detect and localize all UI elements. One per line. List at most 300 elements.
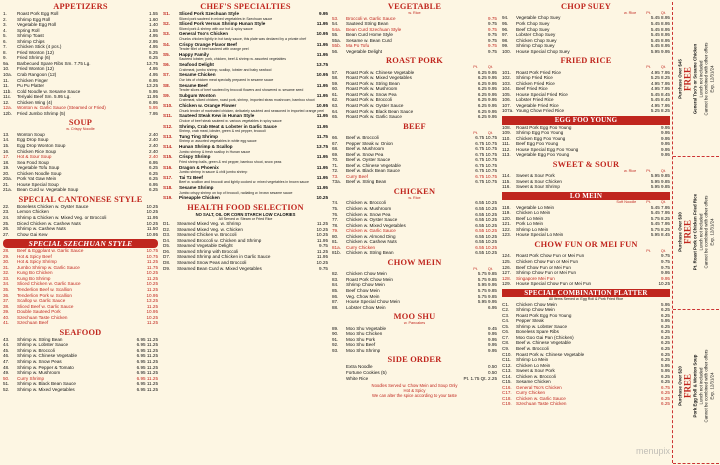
item-name: Beef Fried Rice [516,86,548,92]
item-price: 1.40 [149,22,158,28]
item-price: 6.75 10.75 [475,157,497,163]
item-name: General Tso's Chicken [179,31,229,37]
coupon-strip [672,2,719,463]
item-name: Shrimp Toast [17,33,44,39]
item-name: Crispy Orange Flavor Beef [179,41,237,47]
section-title: SIDE ORDER [387,355,442,365]
item-name: House Special Chow Mein [346,299,400,305]
item-price: 6.95 [149,159,158,165]
item-name: Moo Shu Beef [346,342,376,348]
column-3-notes [332,383,497,399]
item-price: 9.95 [319,11,328,16]
coupon-fineprint: Lunch not included [698,60,704,98]
item-number: 39. [3,309,10,315]
menu-item [502,401,670,407]
item-number: 30. [3,259,10,265]
item-name: Chicken Chow Mein [346,271,387,277]
item-price: 2.40 [149,154,158,160]
item-description: Choice of beef steak sauteed w. various vegetables in spicy sauce [179,118,282,123]
item-name: Sauteed Steak Kew in Hunan Style [179,113,255,119]
item-name: Scallop w. Garlic Sauce [17,298,66,304]
menu-item [163,11,328,17]
item-price: 11.25 [146,303,158,309]
item-price: 6.95 11.25 [136,375,158,381]
item-price: 11.95 [316,51,328,57]
item-price: 6.75 10.75 [475,162,497,168]
item-number: 76. [332,211,339,217]
price-column-header: Pt. [473,266,478,271]
coupon-offer: General Tso's or Sesame Chicken [692,43,698,114]
item-price: 9.95 [488,347,497,353]
item-name: Curry Chicken [516,390,546,396]
item-name: Curry Shrimp [17,375,45,381]
item-price: 1.55 [149,27,158,33]
item-name: Steamed Vegetable Delight [177,243,233,249]
item-number: 77. [332,217,339,223]
item-price: 6.25 [661,312,670,318]
item-price: 13.75 [316,144,328,150]
item-number: 83. [332,276,339,282]
item-price: 5.95 9.85 [650,173,670,179]
menu-item [332,305,497,311]
item-name: Shrimp & Chicken w. Mixed Veg. or Broccoli [17,215,107,220]
item-description: Fried shrimp balls, green & red pepper, bamboo shoot, snow peas [179,159,282,164]
item-number: 73a. [332,179,341,185]
item-number: 103. [502,80,511,86]
item-name: Chicken Lo Mein [516,362,551,368]
item-price: 9.75 [488,21,497,27]
item-name: Szechuan Taste Chicken [17,314,68,320]
item-price: 6.25 [661,373,670,379]
coupon-free-label: FREE [682,374,693,399]
item-price: 6.25 [661,351,670,357]
item-price: 5.45 8.95 [650,32,670,38]
item-name: Sea Food Soup [17,159,49,165]
item-name: Moo Goo Gai Pan (Chicken) [516,334,574,340]
menu-section [3,118,158,193]
item-number: 4. [3,27,7,33]
item-number: 120. [502,215,511,221]
item-name: Shrimp Egg Foo Young [516,130,564,136]
item-name: Kung Bo Shrimp [17,275,51,281]
item-name: Sesame Shrimp [179,184,214,190]
item-number: D9. [163,265,171,271]
item-price: 6.95 [488,304,497,310]
item-price: 9.95 [661,275,670,281]
item-name: Steamed Snow Peas and Broccoli [177,260,247,265]
item-name: Vegetable Fried Rice [516,102,559,108]
item-name: Hot & Spicy Beef [17,253,52,259]
item-price: 6.95 11.25 [136,364,158,370]
item-name: Roast Pork w. Oyster Sauce [346,103,404,109]
coupon-offer: Pork Egg Roll & Wonton Soup [692,354,698,418]
item-number: 48. [3,364,10,370]
price-column-header: Pt. [646,249,651,254]
item-number: D8. [163,260,171,265]
item-price: 10.25 [316,260,328,265]
item-number: 129. [502,281,511,287]
item-price: 11.95 [316,21,328,27]
section-title: CHICKEN [393,186,436,196]
item-name: House Special Chow Fun or Mei Fun [516,281,592,287]
item-description: Shrimp w. assorted vegetables in white egg sauce [179,139,257,144]
item-price: 6.25 [661,401,670,407]
item-price: 6.25 9.95 [477,75,497,81]
item-price: 6.55 10.25 [475,228,497,234]
item-description: Tender fillet of beef sauteed with orange peel [179,47,249,52]
item-name: Lobster Fried Rice [516,97,554,103]
menu-section [3,239,158,326]
item-price: 5.45 7.95 [650,204,670,210]
item-price: 9.95 [661,152,670,158]
item-price: 4.95 7.95 [650,102,670,108]
item-number: 55. [332,32,339,38]
item-name: Shrimp Chips [17,38,45,44]
item-name: House Special Chop Suey [516,48,570,54]
item-price: 11.95 [316,123,328,129]
item-number: S7. [163,72,170,78]
item-number: 18. [3,159,10,165]
item-price: 2.40 [149,142,158,148]
item-name: Fried Wonton (12) [17,66,54,72]
coupon-expiry: Exp. 12/31/24 [709,65,715,93]
item-price: 9.75 [488,43,497,49]
item-price: 6.95 11.25 [136,370,158,376]
item-price: 6.95 [149,99,158,105]
item-number: 97. [502,32,509,38]
section-title: FRIED RICE [560,56,612,66]
item-number: 44. [3,342,10,348]
item-number: 80. [332,233,339,239]
item-number: C7. [502,334,510,340]
item-number: 11c. [3,94,12,100]
item-name: Lemon Chicken [17,209,49,215]
item-name: Pork Yat Gaw Mein [17,176,57,182]
item-name: Tung Ting Shrimp [179,133,218,139]
menu-item [332,376,497,382]
item-name: Wonton Soup [17,131,45,137]
item-name: Moo Shu Shrimp [346,347,381,353]
item-name: Beef w. Oyster Sauce [346,157,391,163]
item-number: C9. [502,346,510,351]
coupon-text [677,194,714,270]
coupon [673,156,719,311]
item-name: Beef w. Mushroom [346,146,385,152]
item-description: Chunks chicken lightly in hot tasty sauce, this plate was declared by a private chef [179,37,307,42]
item-number: C15. [502,379,512,385]
item-name: Shrimp w. String Bean [17,336,63,342]
item-price: 6.55 10.25 [475,250,497,256]
coupon-fineprint: Cannot be combined with other offers [703,196,709,269]
section-title: SPECIAL SZECHUAN STYLE [3,239,158,248]
item-number: 25. [3,220,10,226]
item-number: 96. [502,26,509,32]
item-price: 9.95 [661,146,670,152]
item-price: 10.75 [146,248,158,254]
item-number: 59. [332,80,339,86]
item-name: Sesame Chicken [516,379,551,385]
item-price: 2.40 [149,131,158,137]
menu-item [332,49,497,55]
item-name: Happy Family [179,51,209,57]
item-price: 6.25 [149,187,158,193]
item-number: S16. [163,164,173,170]
item-number: 74. [332,200,339,206]
item-name: Shrimp w. Pepper & Tomato [17,364,74,370]
item-price: 10.25 [316,226,328,232]
menu-column-4 [502,2,670,409]
item-number: S9. [163,92,170,98]
item-price: 4.95 7.95 [650,86,670,92]
menu-section [502,192,670,238]
item-price: 9.95 [661,130,670,136]
section-subtitle: w. Crispy Noodle [66,127,95,132]
menu-section [502,289,670,407]
menu-section [502,56,670,114]
item-number: 67. [332,140,339,146]
item-number: 105. [502,91,511,97]
coupon-text [677,42,714,115]
item-number: S13. [163,133,173,139]
item-price: 11.95 [316,237,328,243]
item-number: S17. [163,174,173,180]
item-price: 5.75 9.85 [477,293,497,299]
item-number: 127. [502,270,511,276]
item-name: Chicken w. Mushroom [346,206,392,212]
item-name: House Special Lo Mein [516,232,564,238]
item-price: 0.50 [488,369,497,375]
item-name: Sweet & Sour Shrimp [516,184,560,190]
price-column-header: Qt. [487,130,493,135]
item-price: 9.45 [488,325,497,331]
item-name: Chicken w. String Bean [346,250,394,256]
item-price: 10.95 [146,309,158,315]
item-number: 47. [3,359,10,365]
item-name: Egg Drop Soup [17,137,49,143]
item-price: 6.25 [661,346,670,351]
item-price: 6.55 10.25 [475,217,497,223]
item-price: 11.75 [316,133,328,139]
item-price: 6.95 [149,181,158,187]
item-name: Chicken w. Mixed Vegetables [346,222,406,228]
item-number: 54a. [332,26,341,32]
coupon-fineprint: Lunch not included [698,214,704,251]
item-name: Ma Po Tofu [346,43,370,49]
item-price: 11.95 [316,113,328,119]
item-number: S1. [163,11,170,16]
menu-item [502,152,670,158]
item-price: 10.95 [146,292,158,298]
section-subtitle: w. Rice [408,11,421,15]
item-number: 20. [3,170,10,176]
section-note: All Items Served w. Egg Roll & Pork Fried Rice [548,297,624,302]
item-name: Sesame Beef [179,82,208,88]
menu-item [502,108,670,114]
item-price: 6.75 [661,384,670,390]
item-name: Chicken w. Orange Flower [179,103,237,109]
section-title: SWEET & SOUR [552,159,620,169]
item-number: 53. [332,15,339,21]
item-price: 6.25 9.95 [477,80,497,86]
item-name: Pu Pu Platter [17,83,45,89]
item-number: 34. [3,281,10,287]
item-price: 11.95 [316,82,328,88]
item-number: C1. [502,301,510,307]
item-name: Fortune Cookies (5) [346,369,387,375]
item-number: 9. [3,55,7,61]
item-description: Jumbo crispy shrimp on top of broccoli, radiating w. brown sesame sauce [179,190,293,195]
item-number: 36. [3,292,10,298]
item-number: 60. [332,86,339,92]
item-number: C17. [502,390,512,396]
item-name: Seafood Delight [179,62,214,68]
item-number: C8. [502,340,510,346]
item-name: Roast Pork Egg Foo Young [516,124,572,130]
item-name: Beef w. Chinese Vegetable [346,162,401,168]
item-price: 6.25 [149,55,158,61]
item-price: 5.75 9.85 [477,276,497,282]
item-price: 11.95 [316,164,328,170]
item-name: Chicken Fried Rice [516,80,555,86]
item-price: 11.95 [146,94,158,100]
item-price: 6.55 10.25 [475,211,497,217]
item-price: 11.25 [146,275,158,281]
section-title: CHOW MEIN [387,257,442,267]
item-price: 4.95 [149,44,158,50]
item-price: 5.45 8.95 [650,26,670,32]
item-number: 91. [332,336,339,342]
item-name: Pork Lo Mein [516,221,544,227]
item-name: Sweet & Sour Pork [516,368,555,374]
price-column-header: Pt. [646,168,651,173]
item-name: House Special Fried Rice [516,91,568,97]
item-price: 6.25 9.95 [477,114,497,120]
coupon-expiry: Exp. 12/31/24 [709,218,715,247]
item-price: 5.25 8.25 [650,108,670,114]
item-name: Steamed Chicken w. Broccoli [177,232,237,238]
menu-item [502,281,670,287]
item-number: D5. [163,243,171,249]
item-name: Shrimp Lo Mein [516,226,549,232]
section-title: SEAFOOD [59,327,102,337]
item-number: 89. [332,325,339,331]
item-number: S15. [163,154,173,160]
item-name: Chicken Wing (4) [17,99,53,105]
item-name: Sliced Beef w. Garlic Sauce [17,303,74,309]
item-number: 56. [332,48,339,54]
menu-column-2 [163,2,328,273]
item-number: 93. [332,347,339,353]
item-number: S14. [163,144,173,150]
item-price: 13.25 [146,298,158,304]
item-number: C2. [502,307,510,313]
menu-item [502,184,670,190]
item-number: 43. [3,336,10,342]
item-price: 6.25 [149,165,158,171]
menu-section [332,312,497,353]
item-name: Shrimp w. Black Bean Sauce [17,381,76,387]
item-price: 11.25 [146,259,158,265]
item-price: 6.25 [661,390,670,396]
item-number: 81. [332,239,339,245]
item-number: 13. [3,131,10,137]
item-number: 128. [502,275,511,281]
item-name: Sweet & Sour Chicken [516,178,562,184]
item-name: Vegetable Lo Mein [516,204,555,210]
item-number: 15. [3,142,10,148]
item-name: Roast Pork w. Snow Pea [346,91,397,97]
item-name: Chicken w. Cashew Nuts [346,239,397,245]
item-price: 6.55 10.25 [475,239,497,245]
item-price: 5.45 8.45 [650,97,670,103]
item-number: S5. [163,51,170,57]
item-name: Chicken Noodle Soup [17,170,62,176]
item-name: Shrimp w. Cashew Nuts [17,226,66,232]
item-price: 6.75 10.75 [475,135,497,141]
item-price: 10.25 [146,281,158,287]
section-title: SPECIAL COMBINATION PLATTER [502,289,670,298]
item-price: 11.95 [316,92,328,98]
item-description: Crabmeat, sliced chicken, roast pork, shrimp, imported straw mushroom, bamboo shoot [179,98,315,103]
price-column-header: w. Rice [624,168,637,173]
coupon-free-label: FREE [682,220,693,245]
item-name: Shrimp w. Lobster Sauce [17,342,69,348]
item-name: Beef w. Broccoli [346,135,379,141]
item-number: 52. [3,386,10,392]
item-price: 9.95 [661,141,670,147]
item-price: 11.95 [316,174,328,180]
item-price: 6.25 [661,379,670,385]
item-name: Chicken w. Broccoli [516,373,556,379]
item-price: 11.25 [146,320,158,326]
item-name: Tenderlion Pork w. Scallion [17,292,72,298]
item-name: House Special Egg Foo Young [516,146,579,152]
item-number: 78. [332,222,339,228]
menu-item [163,62,328,68]
price-column-header: Qt. [660,168,666,173]
menu-item [3,111,158,117]
item-price: 6.75 10.75 [475,140,497,146]
item-number: D7. [163,254,171,260]
item-price: 6.25 9.95 [477,97,497,103]
item-number: 12a. [3,105,12,111]
item-number: 71. [332,162,339,168]
item-name: Roast Pork w. Garlic Sauce [346,114,402,120]
coupon-text [677,350,714,423]
item-number: 17. [3,154,10,160]
item-price: 10.25 [146,209,158,215]
item-name: Bean Curd w. Vegetable Soup [17,187,79,193]
item-name: Sesame Chicken [179,72,216,78]
item-name: Chicken Chow Mein [516,301,557,307]
item-name: Chicken w. Almond Ding [346,233,396,239]
item-number: 41. [3,320,10,326]
item-number: 101. [502,69,511,75]
item-number: 62. [332,97,339,103]
item-name: Roast Pork Chow Mein [346,276,393,282]
item-number: 86. [332,293,339,299]
item-number: 123. [502,232,511,238]
menu-item [3,320,158,326]
item-number: 10a. [3,72,12,78]
item-name: Chicken w. Garlic Sauce [346,228,396,234]
menu-item [502,232,670,238]
item-number: 88. [332,304,339,310]
item-number: 115. [502,178,511,184]
menu-section [332,122,497,185]
item-price: 9.75 [488,15,497,21]
item-number: 11. [3,77,10,83]
